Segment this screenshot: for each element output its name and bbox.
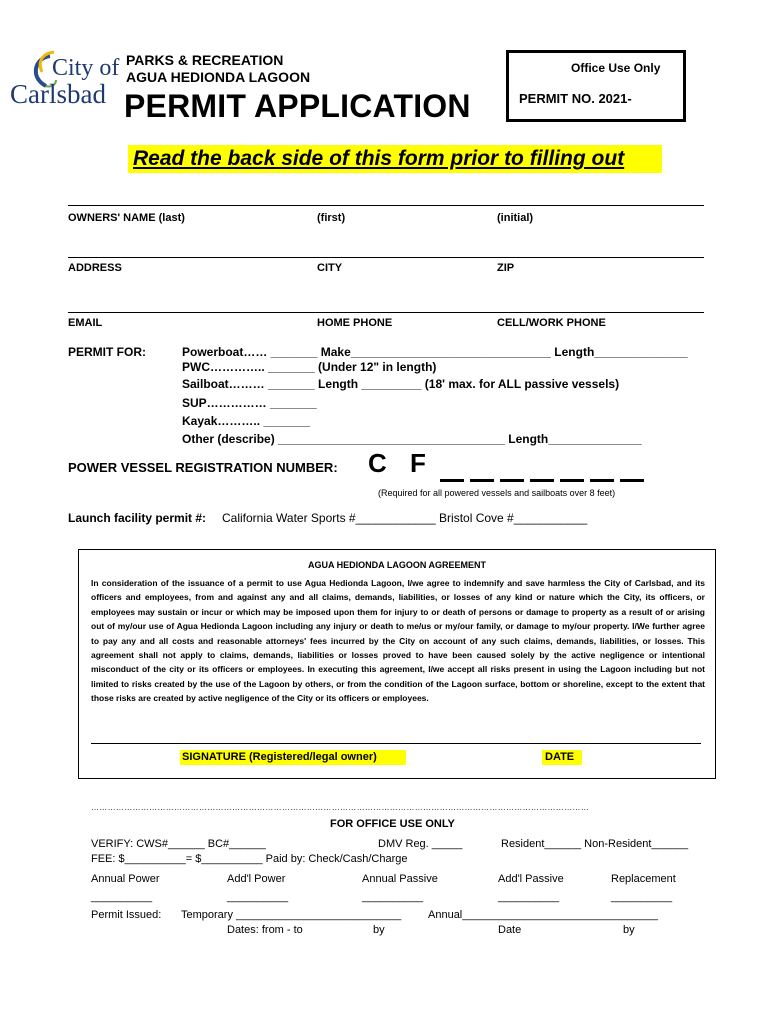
power-vessel-registration-label: POWER VESSEL REGISTRATION NUMBER: bbox=[68, 460, 338, 475]
agreement-title: AGUA HEDIONDA LAGOON AGREEMENT bbox=[307, 560, 486, 570]
by-label-1: by bbox=[373, 924, 385, 936]
annual-passive-label: Annual Passive bbox=[362, 873, 438, 885]
address-line[interactable] bbox=[68, 257, 704, 258]
city-label: CITY bbox=[317, 262, 343, 274]
owner-name-line[interactable] bbox=[68, 205, 704, 206]
sup-line[interactable]: SUP…………… _______ bbox=[182, 396, 317, 410]
replacement-blank[interactable]: __________ bbox=[611, 891, 673, 903]
logo-carlsbad-text: Carlsbad bbox=[10, 79, 106, 109]
kayak-line[interactable]: Kayak……….. _______ bbox=[182, 414, 311, 428]
addl-power-blank[interactable]: __________ bbox=[227, 891, 289, 903]
permit-for-label: PERMIT FOR: bbox=[68, 345, 146, 359]
owner-last-name-label: OWNERS' NAME (last) bbox=[68, 212, 185, 224]
page-title: PERMIT APPLICATION bbox=[124, 88, 471, 124]
contact-line[interactable] bbox=[68, 312, 704, 313]
dotted-separator: ……………………………………………………………………………………………………………………………………………………………… bbox=[91, 803, 589, 812]
date-label: DATE bbox=[545, 751, 575, 763]
permit-issued-label: Permit Issued: bbox=[91, 909, 162, 921]
annual-field[interactable]: Annual________________________________ bbox=[428, 909, 659, 921]
instruction-banner: Read the back side of this form prior to filling out bbox=[133, 147, 625, 170]
launch-facility-fields[interactable]: California Water Sports #____________ Bristol Cove #___________ bbox=[222, 511, 588, 525]
owner-initial-label: (initial) bbox=[497, 212, 534, 224]
addl-passive-blank[interactable]: __________ bbox=[498, 891, 560, 903]
registration-digit-blank[interactable] bbox=[620, 479, 644, 482]
pwc-line[interactable]: PWC………….. _______ (Under 12" in length) bbox=[182, 360, 437, 374]
agreement-box bbox=[78, 549, 716, 779]
signature-label: SIGNATURE (Registered/legal owner) bbox=[182, 751, 377, 763]
logo-city-text: City of bbox=[52, 55, 120, 81]
other-line[interactable]: Other (describe) __________________________________ Length______________ bbox=[182, 432, 642, 446]
powerboat-line[interactable]: Powerboat…… _______ Make______________________________ Length______________ bbox=[182, 345, 688, 359]
registration-digit-blank[interactable] bbox=[500, 479, 524, 482]
registration-digit-blank[interactable] bbox=[530, 479, 554, 482]
cell-work-phone-label: CELL/WORK PHONE bbox=[497, 317, 606, 329]
office-use-box bbox=[506, 50, 686, 122]
temporary-field[interactable]: Temporary ___________________________ bbox=[181, 909, 402, 921]
dates-from-to-label: Dates: from - to bbox=[227, 924, 303, 936]
dmv-reg-field[interactable]: DMV Reg. _____ bbox=[378, 838, 463, 850]
zip-label: ZIP bbox=[497, 262, 515, 274]
sailboat-line[interactable]: Sailboat……… _______ Length _________ (18' max. for ALL passive vessels) bbox=[182, 377, 620, 391]
by-label-2: by bbox=[623, 924, 635, 936]
owner-first-name-label: (first) bbox=[317, 212, 346, 224]
agreement-body: In consideration of the issuance of a permit to use Agua Hedionda Lagoon, I/we agree to indemnify and save harmless the City of Carlsbad, and its officers and employees, from and against any and all claims, demands, liabilities, or losses of any kind or nature which the City, its officers, or employees may sustain or incur or which may be imposed upon them for injury to or death of persons or damage to property as a result of or arising out of my/our use of Agua Hedionda Lagoon including any injury or death to me/us or my/our family, or damage to my/our property. I/We further agree to pay any and all costs and reasonable attorneys' fees incurred by the City on account of any such claims, demands, liabilities, or losses. This agreement shall not apply to claims, demands, liabilities or losses proved to have been caused solely by the active negligence or intentional misconduct of the city or its officers or employees. In executing this agreement, I/we accept all risks present in using the Lagoon including but not limited to risks created by the use of the Lagoon by others, or from the condition of the Lagoon surface, bottom or shoreline, except to the extent that those risks are created by active negligence of the City or its officers or employees. bbox=[91, 578, 705, 704]
address-label: ADDRESS bbox=[68, 262, 122, 274]
replacement-label: Replacement bbox=[611, 873, 676, 885]
home-phone-label: HOME PHONE bbox=[317, 317, 393, 329]
verify-field[interactable]: VERIFY: CWS#______ BC#______ bbox=[91, 838, 266, 850]
annual-power-label: Annual Power bbox=[91, 873, 160, 885]
signature-line[interactable] bbox=[91, 743, 701, 744]
department-line-1: PARKS & RECREATION bbox=[126, 52, 284, 68]
registration-digit-blank[interactable] bbox=[590, 479, 614, 482]
registration-digit-blank[interactable] bbox=[470, 479, 494, 482]
department-line-2: AGUA HEDIONDA LAGOON bbox=[126, 69, 311, 85]
email-label: EMAIL bbox=[68, 317, 103, 329]
launch-facility-label: Launch facility permit #: bbox=[68, 511, 207, 525]
addl-power-label: Add'l Power bbox=[227, 873, 286, 885]
registration-digit-blank[interactable] bbox=[560, 479, 584, 482]
registration-note: (Required for all powered vessels and sailboats over 8 feet) bbox=[378, 488, 616, 498]
office-use-title: FOR OFFICE USE ONLY bbox=[330, 818, 455, 830]
office-use-label: Office Use Only bbox=[571, 61, 661, 75]
permit-number-field[interactable]: PERMIT NO. 2021- bbox=[519, 91, 632, 106]
registration-prefix: C F bbox=[368, 448, 434, 478]
date-label-office: Date bbox=[498, 924, 522, 936]
registration-digit-blank[interactable] bbox=[440, 479, 464, 482]
annual-power-blank[interactable]: __________ bbox=[91, 891, 153, 903]
fee-field[interactable]: FEE: $__________= $__________ Paid by: Check/Cash/Charge bbox=[91, 853, 408, 865]
annual-passive-blank[interactable]: __________ bbox=[362, 891, 424, 903]
addl-passive-label: Add'l Passive bbox=[498, 873, 564, 885]
residency-field[interactable]: Resident______ Non-Resident______ bbox=[501, 838, 689, 850]
